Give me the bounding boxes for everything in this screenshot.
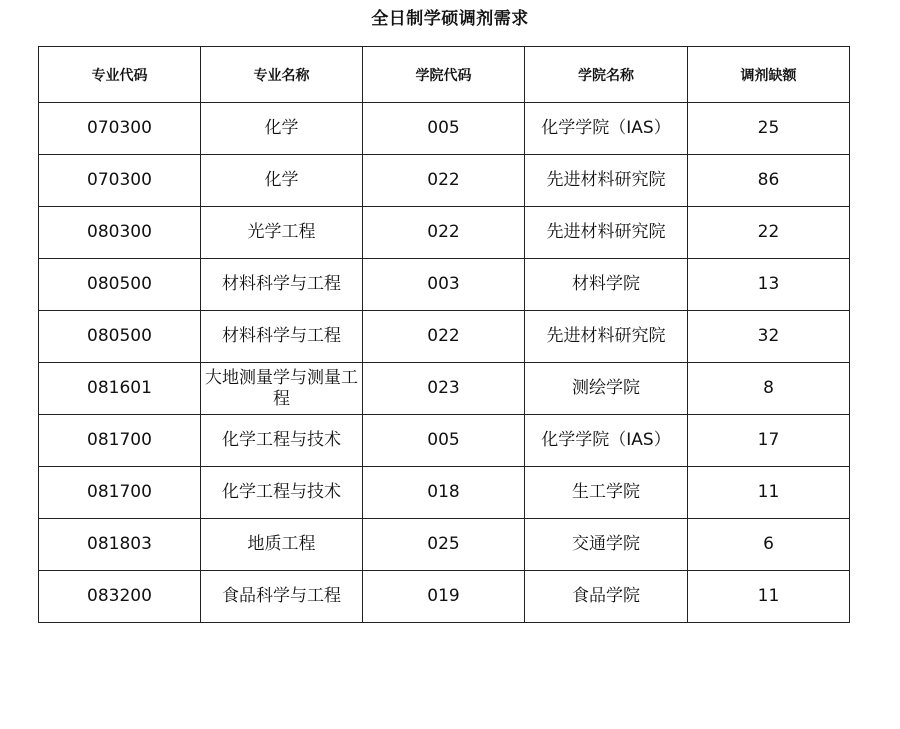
- header-major-name: 专业名称: [201, 47, 363, 103]
- college-name-cell: 先进材料研究院: [525, 311, 688, 363]
- header-quota-shortfall: 调剂缺额: [688, 47, 850, 103]
- table-row: [39, 467, 850, 519]
- college-code-cell: 018: [363, 467, 525, 519]
- page-title: 全日制学硕调剂需求: [371, 9, 529, 29]
- quota-shortfall-cell: 6: [688, 519, 850, 571]
- college-code-cell: 023: [363, 363, 525, 415]
- major-name-cell: 化学工程与技术: [201, 467, 363, 519]
- header-college-name: 学院名称: [525, 47, 688, 103]
- header-college-code: 学院代码: [363, 47, 525, 103]
- college-name-cell: 生工学院: [525, 467, 688, 519]
- quota-shortfall-cell: 86: [688, 155, 850, 207]
- major-code-cell: 081601: [39, 363, 201, 415]
- major-code-cell: 080500: [39, 259, 201, 311]
- major-code-cell: 081803: [39, 519, 201, 571]
- major-code-cell: 080500: [39, 311, 201, 363]
- college-name-cell: 测绘学院: [525, 363, 688, 415]
- table-row: [39, 207, 850, 259]
- major-code-cell: 070300: [39, 155, 201, 207]
- college-name-cell: 材料学院: [525, 259, 688, 311]
- quota-shortfall-cell: 8: [688, 363, 850, 415]
- college-code-cell: 022: [363, 155, 525, 207]
- college-name-cell: 交通学院: [525, 519, 688, 571]
- quota-shortfall-cell: 13: [688, 259, 850, 311]
- major-name-cell: 材料科学与工程: [201, 311, 363, 363]
- table-row: [39, 363, 850, 415]
- college-code-cell: 003: [363, 259, 525, 311]
- college-name-cell: 食品学院: [525, 571, 688, 623]
- college-code-cell: 022: [363, 311, 525, 363]
- college-code-cell: 025: [363, 519, 525, 571]
- major-code-cell: 070300: [39, 103, 201, 155]
- major-code-cell: 081700: [39, 415, 201, 467]
- quota-shortfall-cell: 32: [688, 311, 850, 363]
- college-code-cell: 005: [363, 103, 525, 155]
- header-major-code: 专业代码: [39, 47, 201, 103]
- table-row: [39, 519, 850, 571]
- major-code-cell: 083200: [39, 571, 201, 623]
- adjustment-quota-table: [38, 46, 850, 623]
- major-name-cell: 化学: [201, 103, 363, 155]
- table-row: [39, 259, 850, 311]
- college-code-cell: 005: [363, 415, 525, 467]
- table-row: [39, 103, 850, 155]
- major-name-cell: 大地测量学与测量工程: [201, 363, 363, 415]
- quota-shortfall-cell: 11: [688, 467, 850, 519]
- major-name-cell: 地质工程: [201, 519, 363, 571]
- college-name-cell: 先进材料研究院: [525, 207, 688, 259]
- major-name-cell: 光学工程: [201, 207, 363, 259]
- table-row: [39, 155, 850, 207]
- table-body: [39, 103, 850, 623]
- college-code-cell: 019: [363, 571, 525, 623]
- college-name-cell: 先进材料研究院: [525, 155, 688, 207]
- quota-shortfall-cell: 22: [688, 207, 850, 259]
- major-code-cell: 081700: [39, 467, 201, 519]
- major-name-cell: 材料科学与工程: [201, 259, 363, 311]
- college-name-cell: 化学学院（IAS）: [525, 103, 688, 155]
- quota-shortfall-cell: 17: [688, 415, 850, 467]
- college-code-cell: 022: [363, 207, 525, 259]
- major-name-cell: 食品科学与工程: [201, 571, 363, 623]
- quota-shortfall-cell: 25: [688, 103, 850, 155]
- table-header-row: [39, 47, 850, 103]
- table-row: [39, 571, 850, 623]
- major-code-cell: 080300: [39, 207, 201, 259]
- major-name-cell: 化学工程与技术: [201, 415, 363, 467]
- major-name-cell: 化学: [201, 155, 363, 207]
- quota-shortfall-cell: 11: [688, 571, 850, 623]
- college-name-cell: 化学学院（IAS）: [525, 415, 688, 467]
- table-row: [39, 415, 850, 467]
- table-row: [39, 311, 850, 363]
